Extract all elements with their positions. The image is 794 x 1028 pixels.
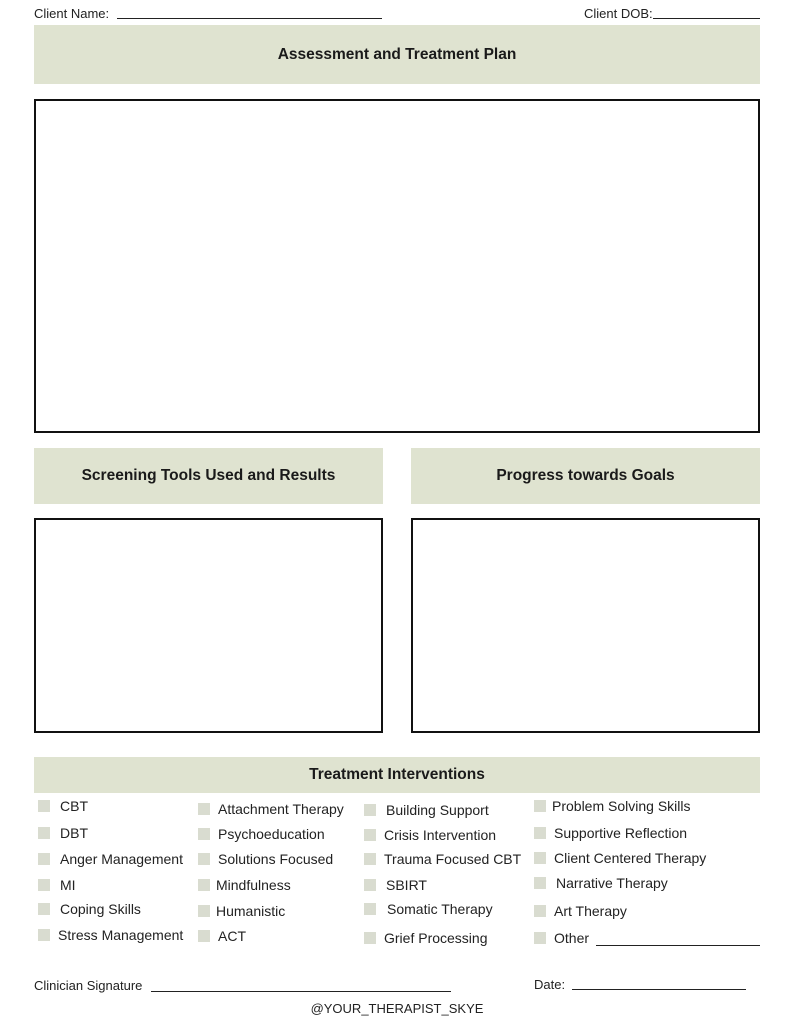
checkbox[interactable] [364,879,376,891]
checkbox[interactable] [38,800,50,812]
intervention-art-therapy[interactable]: Art Therapy [534,903,627,919]
intervention-stress-management[interactable]: Stress Management [38,927,183,943]
other-field[interactable] [596,945,760,946]
intervention-sbirt[interactable]: SBIRT [364,877,427,893]
assessment-box[interactable] [34,99,760,433]
intervention-psychoeducation[interactable]: Psychoeducation [198,826,325,842]
checkbox[interactable] [364,932,376,944]
checkbox[interactable] [534,877,546,889]
intervention-supportive-reflection[interactable]: Supportive Reflection [534,825,687,841]
intervention-coping-skills[interactable]: Coping Skills [38,901,141,917]
client-name-label: Client Name: [34,6,110,21]
credit-text: @YOUR_THERAPIST_SKYE [310,1001,484,1016]
intervention-act[interactable]: ACT [198,928,246,944]
clinician-signature-field[interactable] [151,991,451,992]
date-field[interactable] [572,989,746,990]
intervention-crisis-intervention[interactable]: Crisis Intervention [364,827,496,843]
checkbox[interactable] [198,828,210,840]
checkbox[interactable] [534,905,546,917]
progress-header: Progress towards Goals [411,448,760,504]
intervention-grief-processing[interactable]: Grief Processing [364,930,487,946]
assessment-header: Assessment and Treatment Plan [34,25,760,84]
checkbox[interactable] [38,853,50,865]
checkbox[interactable] [364,903,376,915]
checkbox[interactable] [364,804,376,816]
intervention-somatic-therapy[interactable]: Somatic Therapy [364,901,493,917]
intervention-humanistic[interactable]: Humanistic [198,903,285,919]
intervention-narrative-therapy[interactable]: Narrative Therapy [534,875,668,891]
intervention-client-centered-therapy[interactable]: Client Centered Therapy [534,850,706,866]
checkbox[interactable] [364,853,376,865]
intervention-mindfulness[interactable]: Mindfulness [198,877,291,893]
client-dob-label: Client DOB: [584,6,653,21]
checkbox[interactable] [534,852,546,864]
checkbox[interactable] [38,827,50,839]
screening-box[interactable] [34,518,383,733]
intervention-mi[interactable]: MI [38,877,76,893]
intervention-attachment-therapy[interactable]: Attachment Therapy [198,801,344,817]
checkbox[interactable] [38,929,50,941]
client-dob-field[interactable] [653,18,760,19]
screening-header: Screening Tools Used and Results [34,448,383,504]
client-name-field[interactable] [117,18,382,19]
intervention-solutions-focused[interactable]: Solutions Focused [198,851,333,867]
checkbox[interactable] [534,827,546,839]
clinician-signature-label: Clinician Signature [34,978,143,993]
checkbox[interactable] [534,800,546,812]
checkbox[interactable] [198,803,210,815]
checkbox[interactable] [38,903,50,915]
intervention-cbt[interactable]: CBT [38,798,88,814]
intervention-other[interactable]: Other [534,930,589,946]
checkbox[interactable] [364,829,376,841]
intervention-anger-management[interactable]: Anger Management [38,851,183,867]
checkbox[interactable] [534,932,546,944]
progress-box[interactable] [411,518,760,733]
interventions-header: Treatment Interventions [34,757,760,793]
intervention-building-support[interactable]: Building Support [364,802,489,818]
date-label: Date: [534,977,566,992]
intervention-problem-solving-skills[interactable]: Problem Solving Skills [534,798,691,814]
checkbox[interactable] [198,930,210,942]
intervention-dbt[interactable]: DBT [38,825,88,841]
checkbox[interactable] [198,879,210,891]
checkbox[interactable] [198,853,210,865]
checkbox[interactable] [198,905,210,917]
intervention-trauma-focused-cbt[interactable]: Trauma Focused CBT [364,851,521,867]
checkbox[interactable] [38,879,50,891]
